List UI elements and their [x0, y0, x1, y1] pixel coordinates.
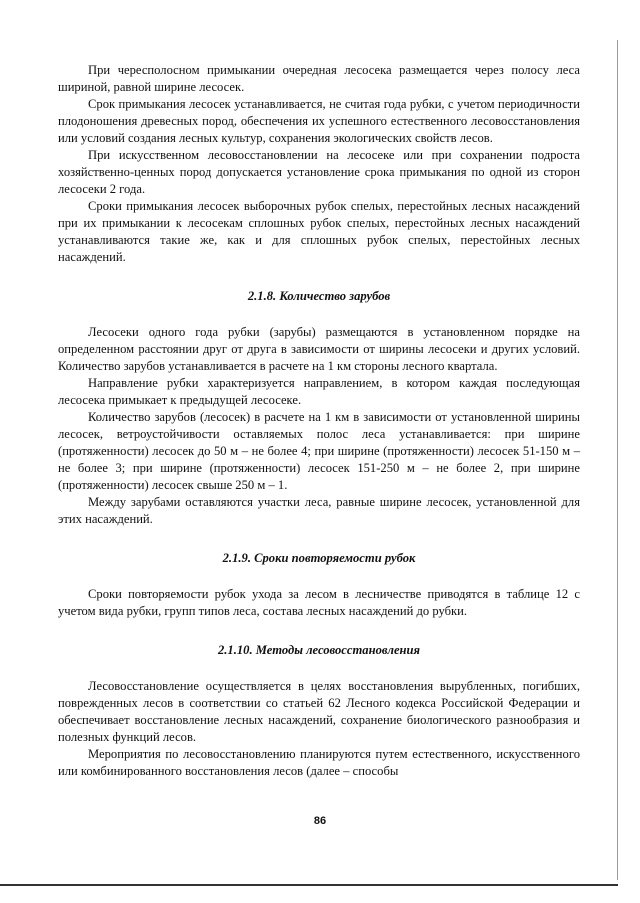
- paragraph: Направление рубки характеризуется направлением, в котором каждая последующая лесосека примыкает к предыдущей лесосеке.: [58, 376, 580, 407]
- scan-edge-right: [617, 40, 618, 880]
- paragraph: Сроки повторяемости рубок ухода за лесом в лесничестве приводятся в таблице 12 с учетом вида рубки, групп типов леса, состава лесных насаждений до рубки.: [58, 587, 580, 618]
- section-heading: 2.1.9. Сроки повторяемости рубок: [222, 551, 416, 565]
- page-number: 86: [313, 815, 327, 827]
- scan-edge-bottom: [0, 884, 618, 886]
- document-page: [58, 62, 580, 780]
- paragraph: Между зарубами оставляются участки леса, равные ширине лесосек, установленной для этих насаждений.: [58, 495, 580, 526]
- section-heading: 2.1.8. Количество зарубов: [247, 289, 391, 303]
- paragraph: Срок примыкания лесосек устанавливается, не считая года рубки, с учетом периодичности плодоношения древесных пород, обеспечения их успешного естественного лесовосстановления или условий создания лесных культур, сохранения экологических свойств лесов.: [58, 97, 580, 145]
- paragraph: Мероприятия по лесовосстановлению планируются путем естественного, искусственного или комбинированного восстановления лесов (далее – способы: [58, 747, 580, 778]
- paragraph: При искусственном лесовосстановлении на лесосеке или при сохранении подроста хозяйственно-ценных пород допускается установление срока примыкания по одной из сторон лесосеки 2 года.: [58, 148, 580, 196]
- section-heading: 2.1.10. Методы лесовосстановления: [217, 643, 421, 657]
- paragraph: Количество зарубов (лесосек) в расчете на 1 км в зависимости от установленной ширины лесосек, ветроустойчивости оставляемых полос леса устанавливается: при ширине (протяженности) лесосек до 50 м – не более 4; при ширине (протяженности) лесосек 51-150 м – не более 3; при ширине (протяженности) лесосек 151-250 м – не более 2, при ширине (протяженности) лесосек свыше 250 м – 1.: [58, 410, 580, 492]
- paragraph: При чересполосном примыкании очередная лесосека размещается через полосу леса шириной, равной ширине лесосек.: [58, 63, 580, 94]
- paragraph: Лесовосстановление осуществляется в целях восстановления вырубленных, погибших, поврежденных лесов в соответствии со статьей 62 Лесного кодекса Российской Федерации и обеспечивает восстановление лесных насаждений, сохранение биологического разнообразия и полезных функций лесов.: [58, 679, 580, 744]
- paragraph: Лесосеки одного года рубки (зарубы) размещаются в установленном порядке на определенном расстоянии друг от друга в зависимости от ширины лесосеки и других условий. Количество зарубов устанавливается в расчете на 1 км стороны лесного квартала.: [58, 325, 580, 373]
- paragraph: Сроки примыкания лесосек выборочных рубок спелых, перестойных лесных насаждений при их примыкании к лесосекам сплошных рубок спелых, перестойных лесных насаждений устанавливаются такие же, как и для сплошных рубок спелых, перестойных лесных насаждений.: [58, 199, 580, 264]
